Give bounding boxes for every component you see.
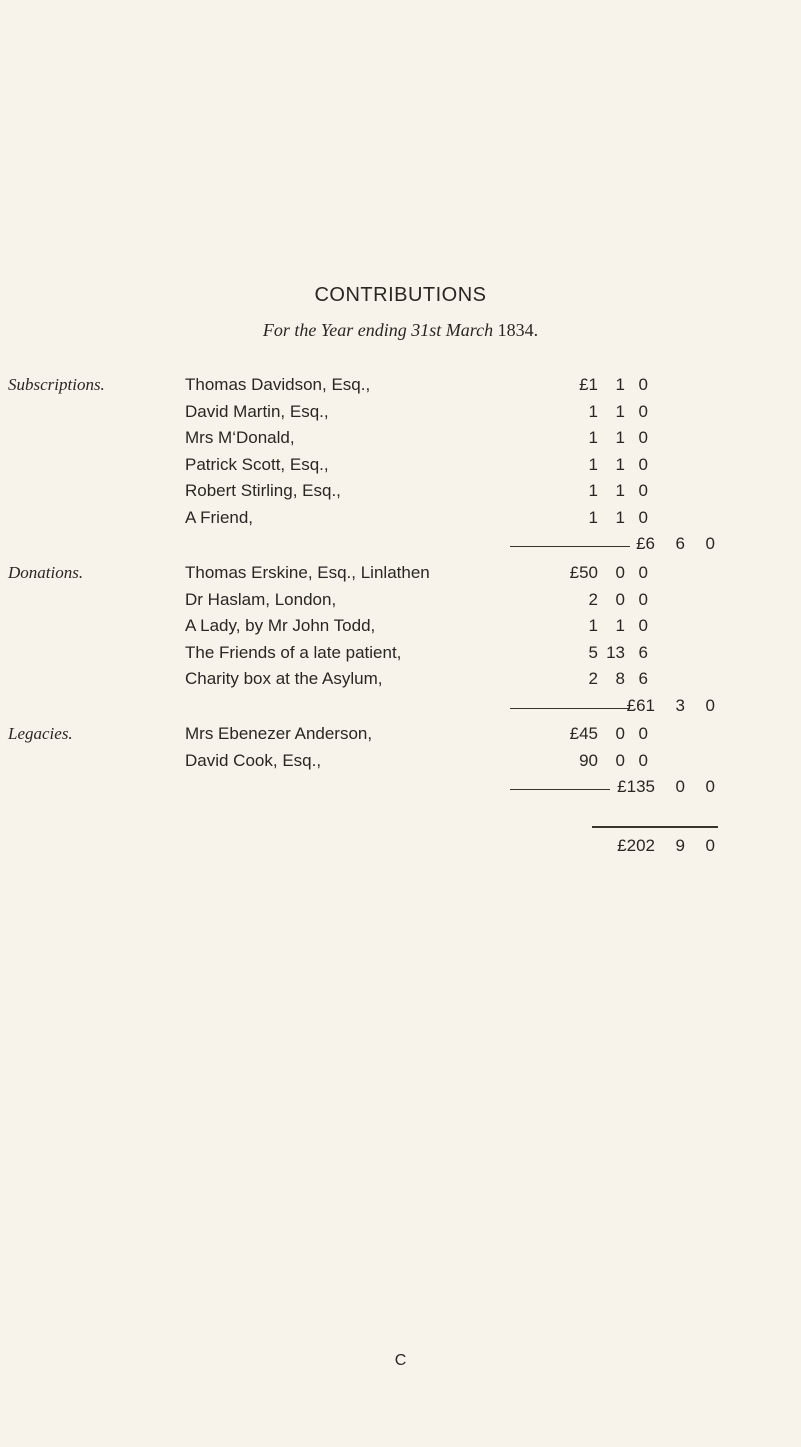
subtitle-text: For the Year ending 31st March <box>262 320 494 340</box>
amount-shillings: 1 <box>615 616 625 635</box>
amount-pounds: £50 <box>569 563 598 582</box>
subscriptions-subtotal-shillings: 6 <box>675 534 685 553</box>
legacies-entry <box>0 751 801 777</box>
amount-pounds: 2 <box>588 669 598 688</box>
grand-total-shillings: 9 <box>675 836 685 855</box>
amount-shillings: 1 <box>615 454 625 474</box>
amount-pounds: 1 <box>588 454 598 474</box>
amount-pence: 0 <box>638 428 648 447</box>
amount-pounds: 1 <box>588 481 598 500</box>
amount-shillings: 8 <box>615 669 625 688</box>
legacies-subtotal-pence: 0 <box>705 777 715 796</box>
amount-shillings: 1 <box>615 375 625 394</box>
legacies-subtotal-pounds: £135 <box>617 777 655 796</box>
contributor-name: Robert Stirling, Esq., <box>185 481 341 500</box>
amount-shillings: 1 <box>615 507 625 527</box>
amount-pounds: 1 <box>588 428 598 447</box>
amount-pounds: 1 <box>588 616 598 635</box>
amount-shillings: 0 <box>615 563 625 582</box>
subscriptions-entry <box>0 428 801 454</box>
subscriptions-subtotal-pence: 0 <box>705 534 715 553</box>
grand-total-pounds: £202 <box>617 836 655 855</box>
donations-entry <box>0 669 801 695</box>
amount-pounds: 1 <box>588 507 598 527</box>
amount-shillings: 13 <box>606 642 625 662</box>
amount-shillings: 1 <box>615 428 625 447</box>
page-title: CONTRIBUTIONS <box>314 284 487 306</box>
contributor-name: Mrs Ebenezer Anderson, <box>185 724 373 743</box>
subscriptions-entry <box>0 481 801 507</box>
contributor-name: Thomas Erskine, Esq., Linlathen <box>185 563 430 582</box>
contributor-name: David Cook, Esq., <box>185 750 322 770</box>
contributor-name: Mrs M‘Donald, <box>185 428 295 447</box>
donations-subtotal-pence: 0 <box>705 695 715 715</box>
amount-pence: 0 <box>638 507 648 527</box>
amount-pence: 0 <box>638 454 648 474</box>
amount-shillings: 0 <box>615 750 625 770</box>
legacies-subtotal-shillings: 0 <box>675 777 685 796</box>
amount-pence: 0 <box>638 375 648 394</box>
donations-entry <box>0 590 801 616</box>
subscriptions-subtotal-pounds: £6 <box>636 534 655 553</box>
subscriptions-entry <box>0 508 801 534</box>
page-subtitle <box>0 320 801 341</box>
contributor-name: The Friends of a late patient, <box>185 642 402 662</box>
donations-entry <box>0 563 801 589</box>
amount-pence: 6 <box>638 669 648 688</box>
amount-pounds: 2 <box>588 589 598 609</box>
amount-pence: 0 <box>638 481 648 500</box>
amount-pounds: 1 <box>588 401 598 421</box>
amount-pounds: 90 <box>579 750 598 770</box>
amount-pence: 6 <box>638 642 648 662</box>
contributor-name: A Lady, by Mr John Todd, <box>185 616 376 635</box>
amount-pounds: 5 <box>588 642 598 662</box>
donations-subtotal-shillings: 3 <box>675 695 685 715</box>
amount-pence: 0 <box>638 724 648 743</box>
amount-pence: 0 <box>638 563 648 582</box>
amount-pence: 0 <box>638 589 648 609</box>
amount-pence: 0 <box>638 616 648 635</box>
donations-label: Donations. <box>8 563 84 582</box>
contributor-name: A Friend, <box>185 507 254 527</box>
legacies-entry <box>0 724 801 750</box>
subscriptions-entry <box>0 455 801 481</box>
contributor-name: Charity box at the Asylum, <box>185 669 383 688</box>
subscriptions-label: Subscriptions. <box>8 375 105 394</box>
amount-pence: 0 <box>638 750 648 770</box>
donations-entry <box>0 643 801 669</box>
amount-pounds: £1 <box>579 375 598 394</box>
subscriptions-entry <box>0 375 801 401</box>
legacies-label: Legacies. <box>8 724 73 743</box>
amount-pence: 0 <box>638 401 648 421</box>
amount-shillings: 0 <box>615 589 625 609</box>
contributor-name: David Martin, Esq., <box>185 401 329 421</box>
amount-shillings: 0 <box>615 724 625 743</box>
amount-shillings: 1 <box>615 401 625 421</box>
contributor-name: Dr Haslam, London, <box>185 589 337 609</box>
grand-total-rule <box>592 826 718 828</box>
amount-pounds: £45 <box>569 724 598 743</box>
donations-subtotal-pounds: £61 <box>626 695 655 715</box>
contributor-name: Thomas Davidson, Esq., <box>185 375 371 394</box>
amount-shillings: 1 <box>615 481 625 500</box>
donations-entry <box>0 616 801 642</box>
subtitle-year: 1834. <box>497 320 539 340</box>
page-mark: C <box>394 1352 407 1369</box>
subscriptions-entry <box>0 402 801 428</box>
grand-total-pence: 0 <box>705 836 715 855</box>
contributor-name: Patrick Scott, Esq., <box>185 454 329 474</box>
